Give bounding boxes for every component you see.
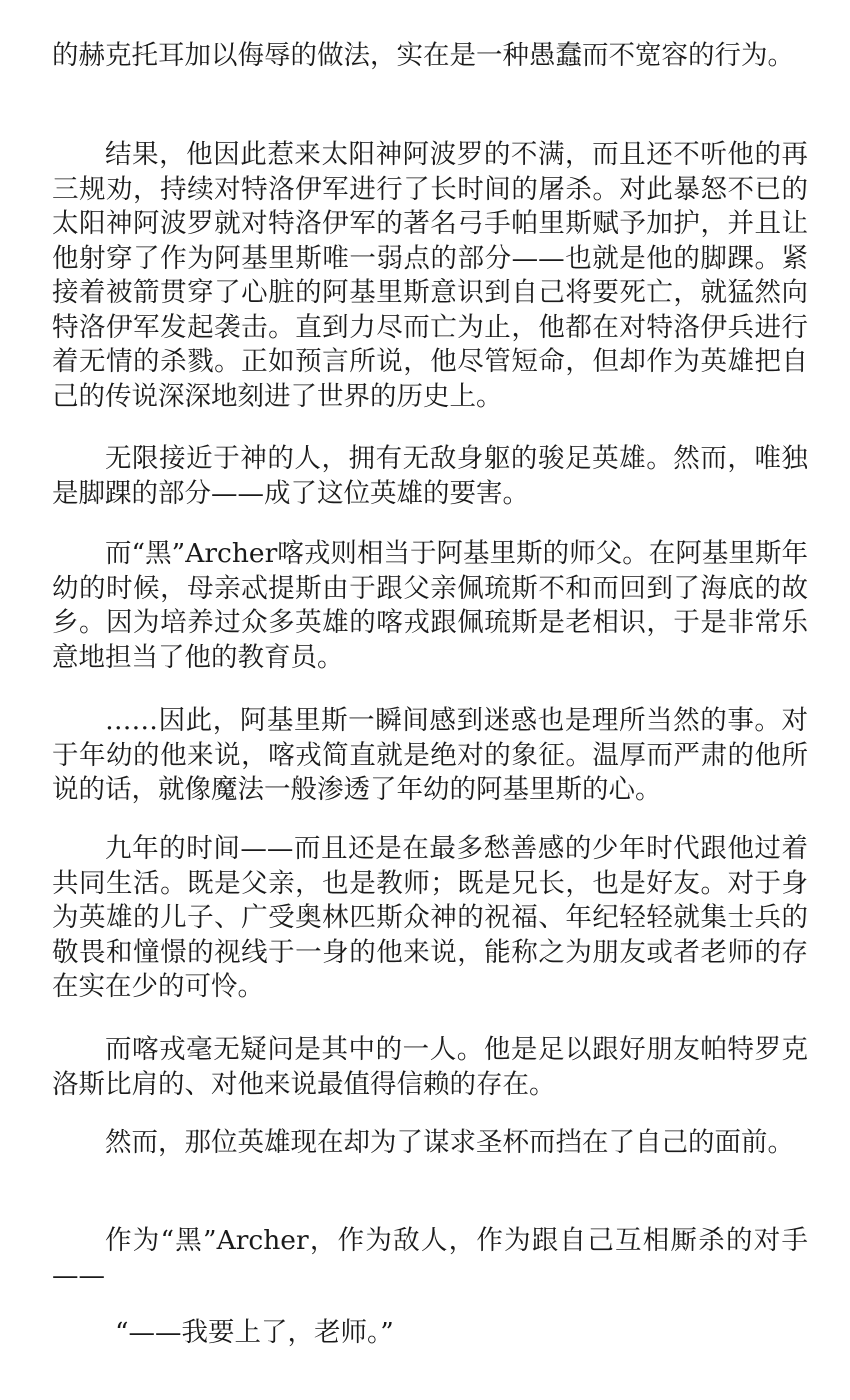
paragraph: 的赫克托耳加以侮辱的做法，实在是一种愚蠢而不宽容的行为。	[52, 40, 794, 71]
paragraph: 而喀戎毫无疑问是其中的一人。他是足以跟好朋友帕特罗克洛斯比肩的、对他来说最值得信赖的存在。	[52, 1034, 808, 1100]
paragraph: 作为“黑”Archer，作为敌人，作为跟自己互相厮杀的对手——	[52, 1225, 808, 1291]
paragraph: 无限接近于神的人，拥有无敌身躯的骏足英雄。然而，唯独是脚踝的部分——成了这位英雄的要害。	[52, 443, 808, 509]
paragraph: ……因此，阿基里斯一瞬间感到迷惑也是理所当然的事。对于年幼的他来说，喀戎简直就是绝对的象征。温厚而严肃的他所说的话，就像魔法一般渗透了年幼的阿基里斯的心。	[52, 705, 808, 805]
dialogue-line: “——我要上了，老师。”	[115, 1317, 394, 1348]
paragraph: 而“黑”Archer喀戎则相当于阿基里斯的师父。在阿基里斯年幼的时候，母亲忒提斯由于跟父亲佩琉斯不和而回到了海底的故乡。因为培养过众多英雄的喀戎跟佩琉斯是老相识，于是非常乐意地担当了他的教育员。	[52, 538, 808, 673]
paragraph: 然而，那位英雄现在却为了谋求圣杯而挡在了自己的面前。	[105, 1127, 794, 1158]
paragraph: 九年的时间——而且还是在最多愁善感的少年时代跟他过着共同生活。既是父亲，也是教师；既是兄长，也是好友。对于身为英雄的儿子、广受奥林匹斯众神的祝福、年纪轻轻就集士兵的敬畏和憧憬的视线于一身的他来说，能称之为朋友或者老师的存在实在少的可怜。	[52, 833, 808, 1002]
paragraph: 结果，他因此惹来太阳神阿波罗的不满，而且还不听他的再三规劝，持续对特洛伊军进行了长时间的屠杀。对此暴怒不已的太阳神阿波罗就对特洛伊军的著名弓手帕里斯赋予加护，并且让他射穿了作为阿基里斯唯一弱点的部分——也就是他的脚踝。紧接着被箭贯穿了心脏的阿基里斯意识到自己将要死亡，就猛然向特洛伊军发起袭击。直到力尽而亡为止，他都在对特洛伊兵进行着无情的杀戮。正如预言所说，他尽管短命，但却作为英雄把自己的传说深深地刻进了世界的历史上。	[52, 139, 808, 412]
